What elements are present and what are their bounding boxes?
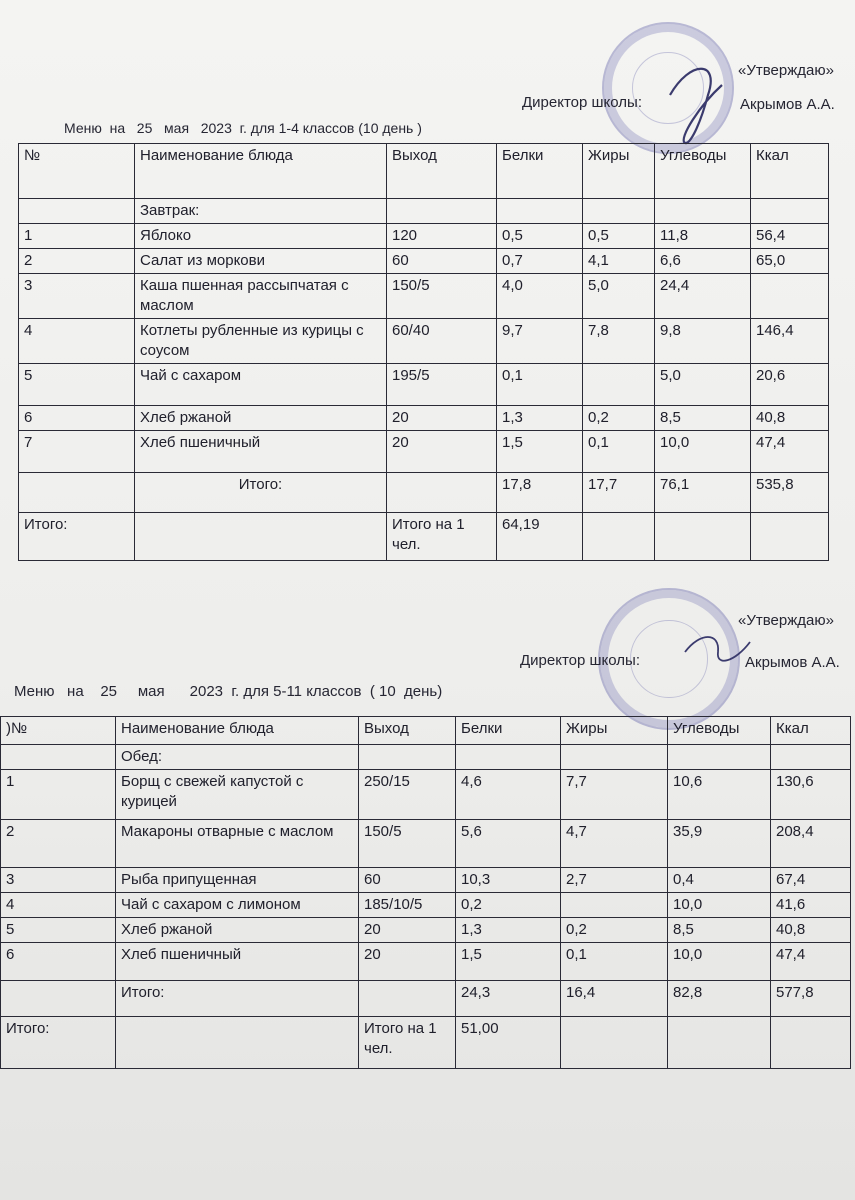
empty-cell: [751, 199, 829, 224]
empty-cell: [359, 981, 456, 1017]
table-row: [19, 364, 829, 406]
cell-dish: Рыба припущенная: [116, 868, 359, 893]
cell-no: 5: [1, 918, 116, 943]
empty-cell: [19, 199, 135, 224]
empty-cell: [668, 1017, 771, 1069]
cell-fat: 4,7: [561, 820, 668, 868]
cell-protein: 0,7: [497, 249, 583, 274]
cell-fat: 5,0: [583, 274, 655, 319]
cell-kcal: 41,6: [771, 893, 851, 918]
cell-output: 20: [387, 406, 497, 431]
cell-dish: Хлеб ржаной: [135, 406, 387, 431]
cell-protein: 0,2: [456, 893, 561, 918]
cell-fat: 0,1: [583, 431, 655, 473]
cell-carbs: 10,0: [668, 943, 771, 981]
approve-label: «Утверждаю»: [738, 62, 834, 79]
cell-fat: 0,2: [583, 406, 655, 431]
header-fat: Жиры: [583, 144, 655, 199]
table-row: [19, 319, 829, 364]
cell-fat: 0,1: [561, 943, 668, 981]
total-carbs: 76,1: [655, 473, 751, 513]
empty-cell: [387, 199, 497, 224]
cell-dish: Каша пшенная рассыпчатая с маслом: [135, 274, 387, 319]
empty-cell: [456, 745, 561, 770]
total-row: [1, 981, 851, 1017]
cell-protein: 4,0: [497, 274, 583, 319]
table-row: [1, 820, 851, 868]
cell-kcal: [751, 274, 829, 319]
cell-output: 150/5: [387, 274, 497, 319]
cell-fat: 7,8: [583, 319, 655, 364]
header-fat: Жиры: [561, 717, 668, 745]
cell-output: 120: [387, 224, 497, 249]
table-row: [1, 918, 851, 943]
empty-cell: [771, 1017, 851, 1069]
empty-cell: [387, 473, 497, 513]
cell-dish: Хлеб пшеничный: [116, 943, 359, 981]
per-person-row: [19, 513, 829, 561]
total-label: Итого:: [116, 981, 359, 1017]
director-name: Акрымов А.А.: [740, 96, 835, 113]
empty-cell: [655, 199, 751, 224]
cell-protein: 1,5: [456, 943, 561, 981]
cell-dish: Хлеб ржаной: [116, 918, 359, 943]
cell-kcal: 146,4: [751, 319, 829, 364]
table-header-row: [19, 144, 829, 199]
cell-dish: Чай с сахаром: [135, 364, 387, 406]
empty-cell: [135, 513, 387, 561]
cell-output: 185/10/5: [359, 893, 456, 918]
cell-kcal: 20,6: [751, 364, 829, 406]
total-kcal: 535,8: [751, 473, 829, 513]
cell-kcal: 47,4: [771, 943, 851, 981]
cell-carbs: 8,5: [655, 406, 751, 431]
total-label: Итого:: [135, 473, 387, 513]
total-protein: 24,3: [456, 981, 561, 1017]
cell-fat: 4,1: [583, 249, 655, 274]
cell-dish: Салат из моркови: [135, 249, 387, 274]
table-row: [19, 224, 829, 249]
cell-dish: Яблоко: [135, 224, 387, 249]
cell-no: 4: [19, 319, 135, 364]
cell-no: 7: [19, 431, 135, 473]
cell-fat: 0,2: [561, 918, 668, 943]
cell-kcal: 67,4: [771, 868, 851, 893]
cell-protein: 1,3: [497, 406, 583, 431]
director-label: Директор школы:: [522, 94, 642, 111]
cell-kcal: 130,6: [771, 770, 851, 820]
cell-no: 3: [19, 274, 135, 319]
cell-kcal: 208,4: [771, 820, 851, 868]
header-carbs: Углеводы: [668, 717, 771, 745]
cell-kcal: 65,0: [751, 249, 829, 274]
cell-dish: Хлеб пшеничный: [135, 431, 387, 473]
total-fat: 17,7: [583, 473, 655, 513]
cell-carbs: 10,0: [668, 893, 771, 918]
cell-kcal: 40,8: [751, 406, 829, 431]
table-row: [19, 274, 829, 319]
table-header-row: [1, 717, 851, 745]
empty-cell: [1, 745, 116, 770]
cell-kcal: 56,4: [751, 224, 829, 249]
total-protein: 17,8: [497, 473, 583, 513]
empty-cell: [359, 745, 456, 770]
cell-carbs: 0,4: [668, 868, 771, 893]
cell-no: 6: [19, 406, 135, 431]
per-person-cost: 64,19: [497, 513, 583, 561]
header-kcal: Ккал: [771, 717, 851, 745]
cell-protein: 0,1: [497, 364, 583, 406]
cell-protein: 10,3: [456, 868, 561, 893]
cell-output: 20: [387, 431, 497, 473]
summary-label: Итого:: [1, 1017, 116, 1069]
cell-fat: [583, 364, 655, 406]
cell-no: 6: [1, 943, 116, 981]
cell-no: 1: [1, 770, 116, 820]
menu-title: Меню на 25 мая 2023 г. для 5-11 классов ( 10 день): [14, 683, 443, 700]
cell-fat: [561, 893, 668, 918]
meal-label: Обед:: [116, 745, 359, 770]
cell-carbs: 24,4: [655, 274, 751, 319]
meal-label: Завтрак:: [135, 199, 387, 224]
total-kcal: 577,8: [771, 981, 851, 1017]
director-label: Директор школы:: [520, 652, 640, 669]
per-person-cost: 51,00: [456, 1017, 561, 1069]
cell-output: 60/40: [387, 319, 497, 364]
cell-carbs: 11,8: [655, 224, 751, 249]
cell-dish: Макароны отварные с маслом: [116, 820, 359, 868]
table-row: [19, 406, 829, 431]
summary-label: Итого:: [19, 513, 135, 561]
cell-output: 250/15: [359, 770, 456, 820]
header-kcal: Ккал: [751, 144, 829, 199]
empty-cell: [668, 745, 771, 770]
empty-cell: [561, 1017, 668, 1069]
header-carbs: Углеводы: [655, 144, 751, 199]
empty-cell: [583, 513, 655, 561]
empty-cell: [497, 199, 583, 224]
total-carbs: 82,8: [668, 981, 771, 1017]
cell-carbs: 8,5: [668, 918, 771, 943]
total-fat: 16,4: [561, 981, 668, 1017]
director-signature: [680, 622, 760, 682]
header-dish: Наименование блюда: [135, 144, 387, 199]
cell-no: 2: [19, 249, 135, 274]
cell-output: 150/5: [359, 820, 456, 868]
cell-carbs: 6,6: [655, 249, 751, 274]
approve-label: «Утверждаю»: [738, 612, 834, 629]
cell-protein: 4,6: [456, 770, 561, 820]
meal-label-row: [19, 199, 829, 224]
cell-output: 20: [359, 918, 456, 943]
cell-carbs: 5,0: [655, 364, 751, 406]
cell-fat: 7,7: [561, 770, 668, 820]
total-row: [19, 473, 829, 513]
cell-kcal: 47,4: [751, 431, 829, 473]
cell-output: 60: [387, 249, 497, 274]
cell-carbs: 35,9: [668, 820, 771, 868]
meal-label-row: [1, 745, 851, 770]
cell-protein: 1,3: [456, 918, 561, 943]
cell-output: 20: [359, 943, 456, 981]
menu-table-1: [18, 143, 829, 561]
empty-cell: [1, 981, 116, 1017]
empty-cell: [116, 1017, 359, 1069]
table-row: [1, 868, 851, 893]
empty-cell: [655, 513, 751, 561]
header-protein: Белки: [497, 144, 583, 199]
table-row: [19, 249, 829, 274]
table-row: [19, 431, 829, 473]
cell-output: 195/5: [387, 364, 497, 406]
header-output: Выход: [359, 717, 456, 745]
cell-fat: 0,5: [583, 224, 655, 249]
header-output: Выход: [387, 144, 497, 199]
cell-protein: 1,5: [497, 431, 583, 473]
table-row: [1, 943, 851, 981]
cell-dish: Чай с сахаром с лимоном: [116, 893, 359, 918]
empty-cell: [583, 199, 655, 224]
per-person-row: [1, 1017, 851, 1069]
cell-carbs: 10,6: [668, 770, 771, 820]
header-no: №: [19, 144, 135, 199]
cell-no: 5: [19, 364, 135, 406]
header-dish: Наименование блюда: [116, 717, 359, 745]
cell-protein: 0,5: [497, 224, 583, 249]
menu-table-2: [0, 716, 851, 1069]
cell-no: 1: [19, 224, 135, 249]
cell-fat: 2,7: [561, 868, 668, 893]
cell-no: 4: [1, 893, 116, 918]
cell-kcal: 40,8: [771, 918, 851, 943]
per-person-label: Итого на 1 чел.: [359, 1017, 456, 1069]
table-row: [1, 770, 851, 820]
cell-output: 60: [359, 868, 456, 893]
cell-dish: Борщ с свежей капустой с курицей: [116, 770, 359, 820]
header-protein: Белки: [456, 717, 561, 745]
cell-no: 3: [1, 868, 116, 893]
empty-cell: [751, 513, 829, 561]
menu-title: Меню на 25 мая 2023 г. для 1-4 классов (10 день ): [64, 120, 422, 136]
cell-carbs: 9,8: [655, 319, 751, 364]
header-no: )№: [1, 717, 116, 745]
cell-protein: 9,7: [497, 319, 583, 364]
director-signature: [660, 55, 740, 150]
empty-cell: [19, 473, 135, 513]
cell-no: 2: [1, 820, 116, 868]
cell-carbs: 10,0: [655, 431, 751, 473]
empty-cell: [561, 745, 668, 770]
table-row: [1, 893, 851, 918]
per-person-label: Итого на 1 чел.: [387, 513, 497, 561]
director-name: Акрымов А.А.: [745, 654, 840, 671]
cell-protein: 5,6: [456, 820, 561, 868]
empty-cell: [771, 745, 851, 770]
cell-dish: Котлеты рубленные из курицы с соусом: [135, 319, 387, 364]
